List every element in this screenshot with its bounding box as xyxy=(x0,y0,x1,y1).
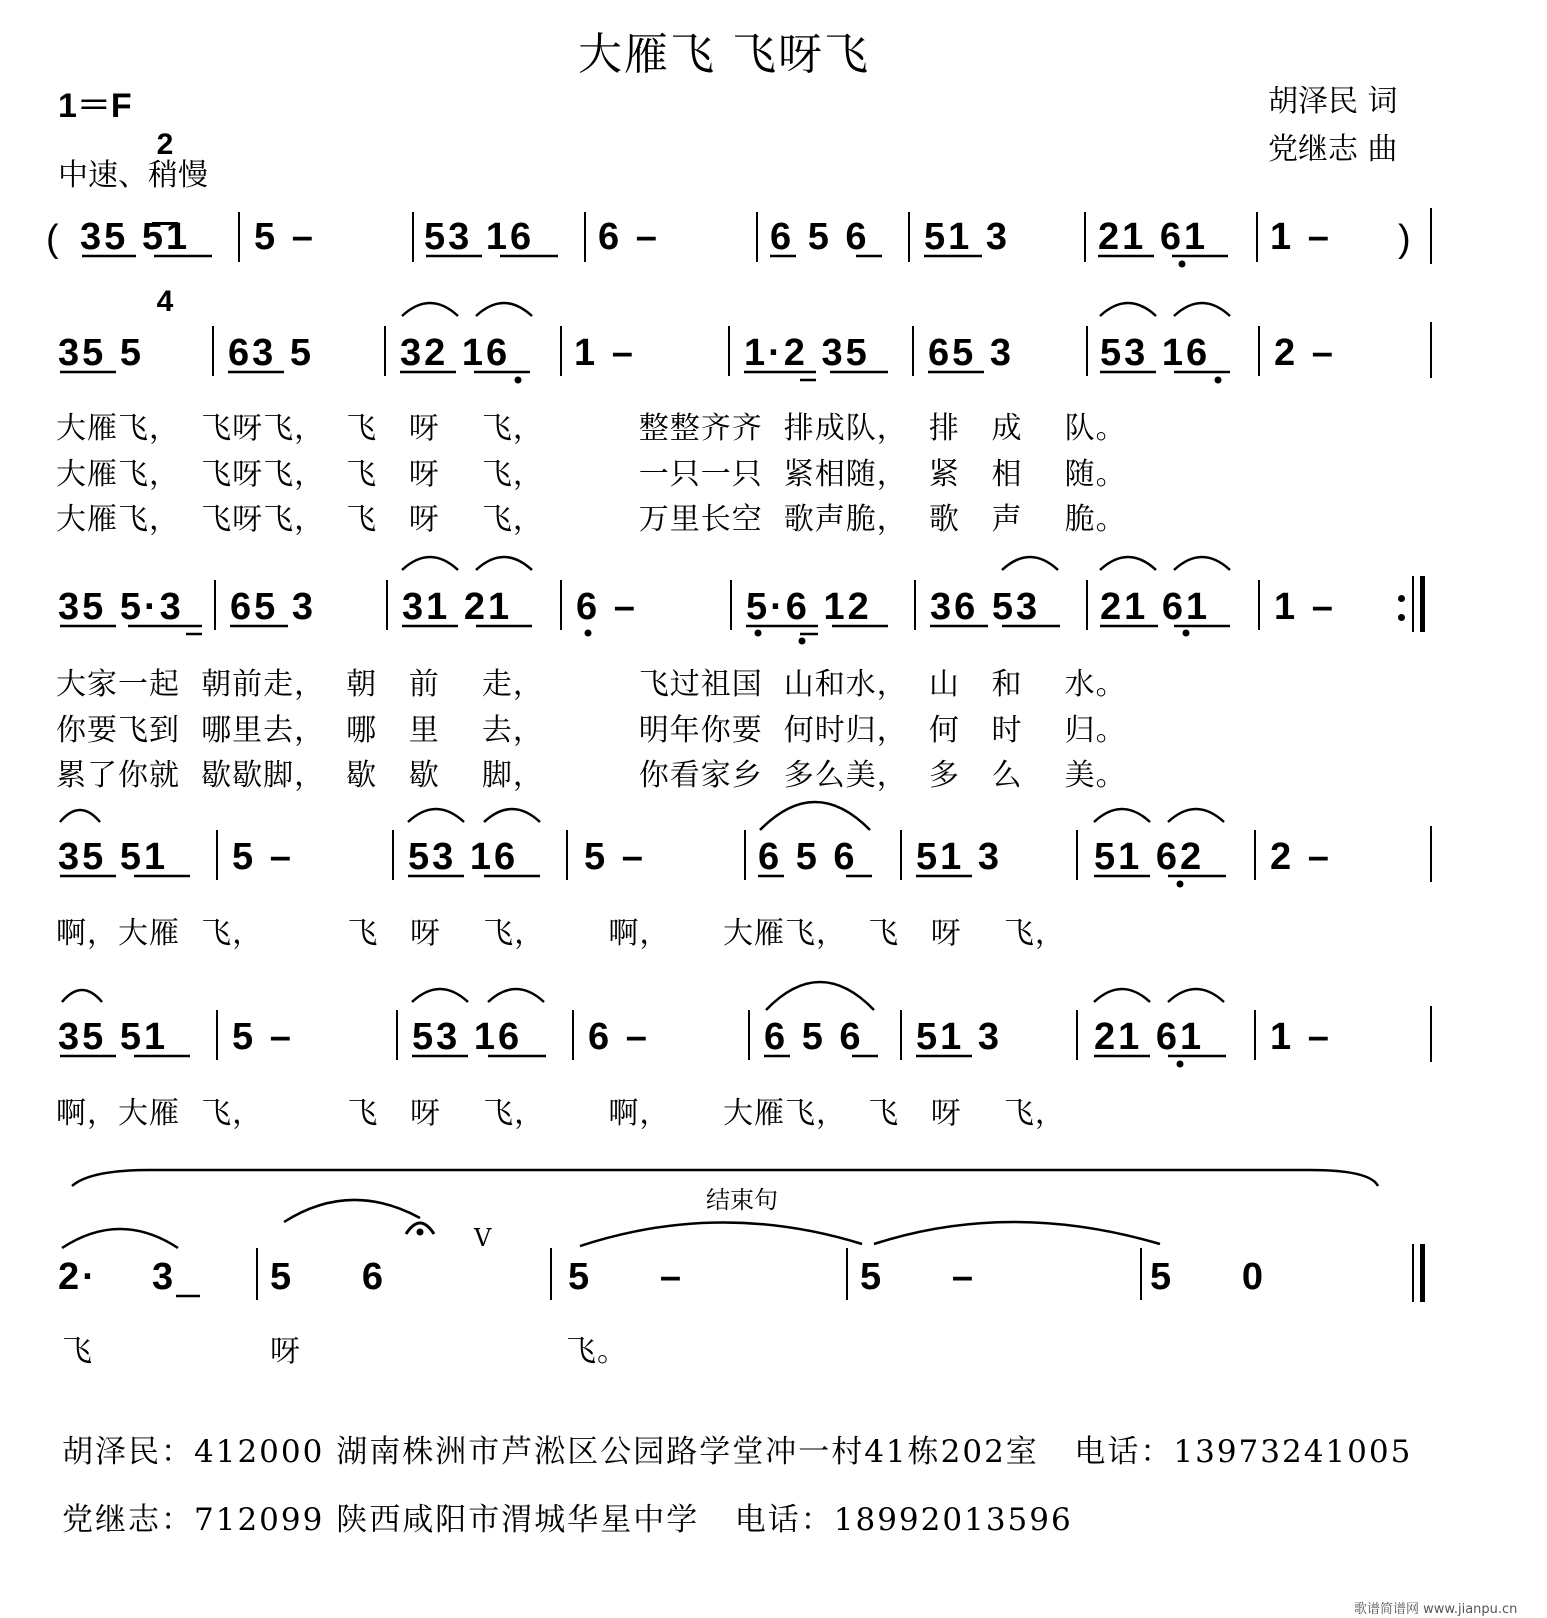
measure: 5 – xyxy=(584,836,646,878)
page-title: 大雁飞 飞呀飞 xyxy=(578,29,870,80)
measure: 5 0 xyxy=(1150,1256,1267,1298)
measure: 6 5 6 xyxy=(758,836,858,878)
measure: 1 – xyxy=(574,332,636,374)
composer-credit: 党继志 曲 xyxy=(1268,132,1398,167)
measure: 51 3 xyxy=(916,1016,1002,1058)
slur xyxy=(402,557,1230,570)
octave-dot xyxy=(585,630,592,637)
measure: 21 61 xyxy=(1094,1016,1205,1058)
watermark: 歌谱简谱网 www.jianpu.cn xyxy=(1354,1602,1518,1617)
measure: 6 – xyxy=(576,586,638,628)
key-signature: 1＝F xyxy=(58,87,132,125)
octave-dot xyxy=(1215,377,1222,384)
measure: 2 – xyxy=(1274,332,1336,374)
lyric-line: 大家一起 朝前走， 朝 前 走， 飞过祖国 山和水， 山 和 水。 xyxy=(56,667,1127,702)
measure: 35 51 xyxy=(58,836,169,878)
measure: 63 5 xyxy=(228,332,314,374)
tempo-marking: 中速、稍慢 xyxy=(58,158,208,193)
octave-dot xyxy=(1177,881,1184,888)
measure: 5 – xyxy=(232,1016,294,1058)
measure: 51 62 xyxy=(1094,836,1205,878)
lyric-line: 大雁飞， 飞呀飞， 飞 呀 飞， 一只一只 紧相随， 紧 相 随。 xyxy=(56,457,1127,492)
measure: 35 5 xyxy=(58,332,144,374)
octave-dot xyxy=(1177,1061,1184,1068)
octave-dot xyxy=(755,630,762,637)
octave-dot xyxy=(1179,261,1186,268)
measure: 2 – xyxy=(1270,836,1332,878)
measure: 5 – xyxy=(860,1256,977,1298)
phrase-slur xyxy=(72,1170,1378,1186)
measure: 35 51 xyxy=(58,1016,169,1058)
beam xyxy=(60,372,1230,380)
lyric-line: 累了你就 歇歇脚， 歇 歇 脚， 你看家乡 多么美， 多 么 美。 xyxy=(56,758,1127,793)
measure: 6 – xyxy=(588,1016,650,1058)
measure: 5 6 xyxy=(270,1256,387,1298)
fermata-dot xyxy=(417,1229,424,1236)
measure: 51 3 xyxy=(924,216,1010,258)
measure: 53 16 xyxy=(412,1016,523,1058)
lyric-line: 啊，大雁 飞， 飞 呀 飞， 啊， 大雁飞， 飞 呀 飞， xyxy=(56,1096,1066,1131)
slur xyxy=(402,303,1230,316)
octave-dot xyxy=(799,638,806,645)
measure: 36 53 xyxy=(930,586,1041,628)
lyric-syllable: 呀 xyxy=(270,1334,301,1369)
lyric-syllable: 飞 xyxy=(62,1334,93,1369)
slur xyxy=(62,982,1224,1010)
measure: 1 – xyxy=(1270,1016,1332,1058)
measure: 53 16 xyxy=(408,836,519,878)
time-signature-top: 2 xyxy=(156,128,174,161)
beam xyxy=(60,626,1230,634)
measure: 2· 3 xyxy=(58,1256,177,1298)
octave-dot xyxy=(515,377,522,384)
lyricist-credit: 胡泽民 词 xyxy=(1268,84,1398,119)
measure: 31 21 xyxy=(402,586,513,628)
measure: 53 16 xyxy=(424,216,535,258)
breath-mark: V xyxy=(474,1224,493,1252)
measure: 35 51 xyxy=(80,216,191,258)
measure: 1 – xyxy=(1274,586,1336,628)
measure: 35 5·3 xyxy=(58,586,184,628)
measure: 65 3 xyxy=(230,586,316,628)
measure: 6 5 6 xyxy=(770,216,870,258)
measure: 51 3 xyxy=(916,836,1002,878)
lyric-syllable: 飞。 xyxy=(566,1334,628,1369)
measure: 53 16 xyxy=(1100,332,1211,374)
contact-composer: 党继志：712099 陕西咸阳市渭城华星中学 电话：18992013596 xyxy=(62,1502,1073,1538)
slur xyxy=(60,802,1224,830)
lyric-line: 你要飞到 哪里去， 哪 里 去， 明年你要 何时归， 何 时 归。 xyxy=(56,713,1127,748)
lyric-line: 大雁飞， 飞呀飞， 飞 呀 飞， 万里长空 歌声脆， 歌 声 脆。 xyxy=(56,502,1127,537)
measure: 5·6 12 xyxy=(746,586,872,628)
contact-lyricist: 胡泽民：412000 湖南株洲市芦淞区公园路学堂冲一村41栋202室 电话：13973241005 xyxy=(62,1434,1413,1470)
lyric-line: 啊，大雁 飞， 飞 呀 飞， 啊， 大雁飞， 飞 呀 飞， xyxy=(56,916,1066,951)
intro-close-paren: ) xyxy=(1398,218,1414,260)
measure: 21 61 xyxy=(1100,586,1211,628)
time-signature-bottom: 4 xyxy=(156,285,174,318)
measure: 5 – xyxy=(568,1256,685,1298)
slur xyxy=(62,1200,1160,1248)
measure: 65 3 xyxy=(928,332,1014,374)
octave-dot xyxy=(1183,630,1190,637)
lyric-line: 大雁飞， 飞呀飞， 飞 呀 飞， 整整齐齐 排成队， 排 成 队。 xyxy=(56,411,1127,446)
intro-open-paren: ( xyxy=(46,218,62,260)
measure: 1·2 35 xyxy=(744,332,870,374)
measure: 32 16 xyxy=(400,332,511,374)
measure: 5 – xyxy=(254,216,316,258)
measure: 6 – xyxy=(598,216,660,258)
measure: 1 – xyxy=(1270,216,1332,258)
measure: 6 5 6 xyxy=(764,1016,864,1058)
measure: 5 – xyxy=(232,836,294,878)
measure: 21 61 xyxy=(1098,216,1209,258)
ending-annotation: 结束句 xyxy=(706,1186,778,1214)
